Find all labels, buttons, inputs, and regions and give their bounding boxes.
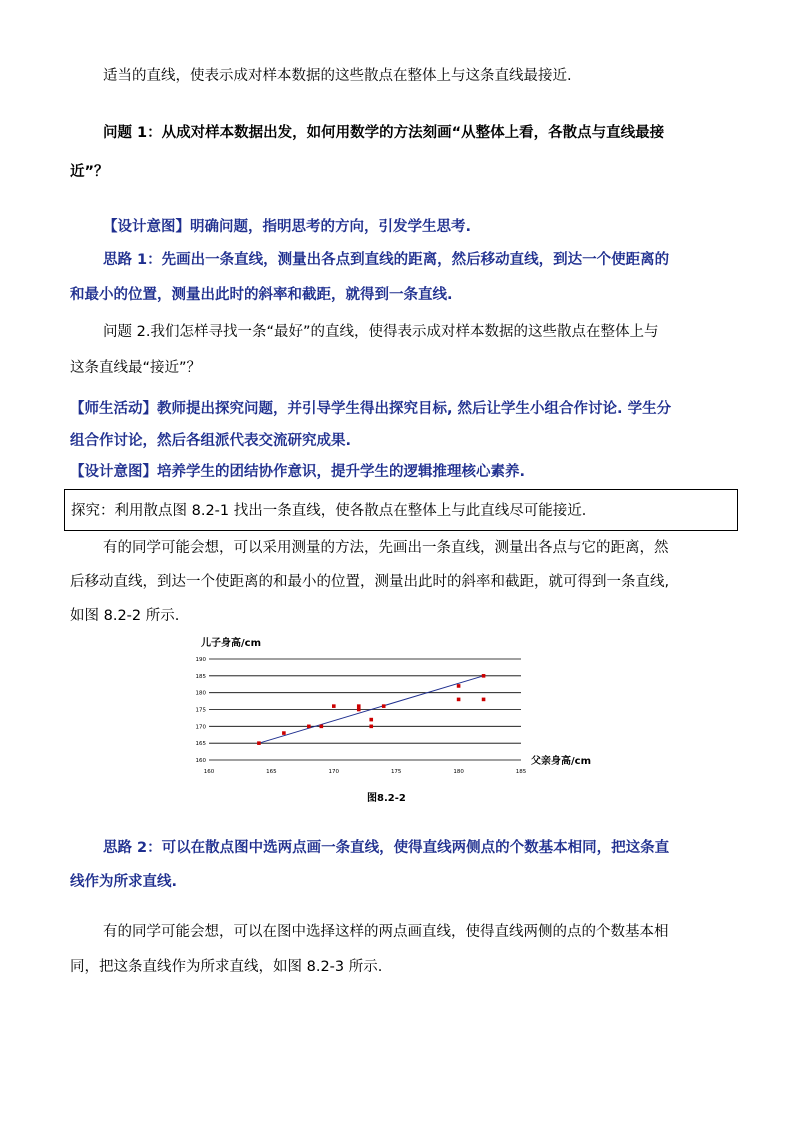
data-point [357, 704, 361, 708]
design-intent-1: 【设计意图】明确问题，指明思考的方向，引发学生思考. [103, 219, 472, 235]
x-tick-label: 185 [515, 769, 527, 775]
teacher-student-activity-line-1: 【师生活动】教师提出探究问题，并引导学生得出探究目标, 然后让学生小组合作讨论. 学生分 [70, 401, 672, 417]
text-2-line-1: 有的同学可能会想，可以在图中选择这样的两点画直线，使得直线两侧的点的个数基本相 [103, 924, 669, 940]
idea-1-line-1: 思路 1：先画出一条直线，测量出各点到直线的距离，然后移动直线，到达一个使距离的 [103, 252, 670, 268]
explore-text: 探究：利用散点图 8.2-1 找出一条直线，使各散点在整体上与此直线尽可能接近． [71, 503, 597, 519]
idea-2-line-2: 线作为所求直线. [70, 874, 178, 890]
x-tick-label: 180 [453, 769, 464, 775]
explore-box [64, 489, 738, 531]
y-tick-label: 180 [195, 690, 206, 697]
question-2-line-1: 问题 2.我们怎样寻找一条“最好”的直线，使得表示成对样本数据的这些散点在整体上与 [103, 324, 659, 340]
data-point [482, 674, 486, 678]
data-point [382, 704, 386, 708]
x-tick-label: 165 [266, 769, 277, 775]
text-2-line-2: 同，把这条直线作为所求直线，如图 8.2-3 所示. [70, 959, 383, 975]
x-tick-label: 170 [328, 769, 340, 775]
data-point [369, 725, 373, 729]
chart-caption: 图8.2-2 [367, 793, 406, 804]
data-point [357, 708, 361, 712]
idea-2-line-1: 思路 2：可以在散点图中选两点画一条直线，使得直线两侧点的个数基本相同，把这条直 [103, 840, 670, 856]
y-tick-label: 165 [195, 741, 206, 748]
data-point [257, 741, 261, 745]
teacher-student-activity-line-2: 组合作讨论，然后各组派代表交流研究成果. [70, 433, 352, 449]
text-1-line-2: 后移动直线，到达一个使距离的和最小的位置，测量出此时的斜率和截距，就可得到一条直线, [70, 574, 670, 590]
question-1-line-2: 近”？ [70, 164, 109, 180]
data-point [482, 698, 486, 702]
data-point [332, 704, 336, 708]
question-1-line-1: 问题 1：从成对样本数据出发，如何用数学的方法刻画“从整体上看，各散点与直线最接 [103, 125, 665, 141]
data-point [457, 684, 461, 688]
y-tick-label: 160 [195, 758, 206, 764]
scatter-chart [195, 633, 655, 813]
data-point [307, 725, 311, 729]
y-tick-label: 175 [195, 707, 206, 714]
idea-1-line-2: 和最小的位置，测量出此时的斜率和截距，就得到一条直线. [70, 287, 453, 303]
x-tick-label: 160 [203, 769, 215, 775]
question-2-line-2: 这条直线最“接近”？ [70, 360, 202, 376]
y-tick-label: 170 [195, 724, 206, 731]
data-point [282, 731, 286, 735]
text-1-line-1: 有的同学可能会想，可以采用测量的方法，先画出一条直线，测量出各点与它的距离，然 [103, 540, 669, 556]
text-1-line-3: 如图 8.2-2 所示. [70, 608, 180, 624]
data-point [320, 725, 324, 729]
data-point [369, 718, 373, 722]
design-intent-2: 【设计意图】培养学生的团结协作意识，提升学生的逻辑推理核心素养. [70, 464, 526, 480]
y-tick-label: 185 [195, 673, 206, 680]
chart-y-label: 儿子身高/cm [201, 638, 261, 649]
chart-x-label: 父亲身高/cm [531, 756, 591, 767]
x-tick-label: 175 [390, 769, 402, 775]
data-point [457, 698, 461, 702]
y-tick-label: 190 [195, 657, 206, 663]
p-intro: 适当的直线，使表示成对样本数据的这些散点在整体上与这条直线最接近. [103, 68, 572, 84]
